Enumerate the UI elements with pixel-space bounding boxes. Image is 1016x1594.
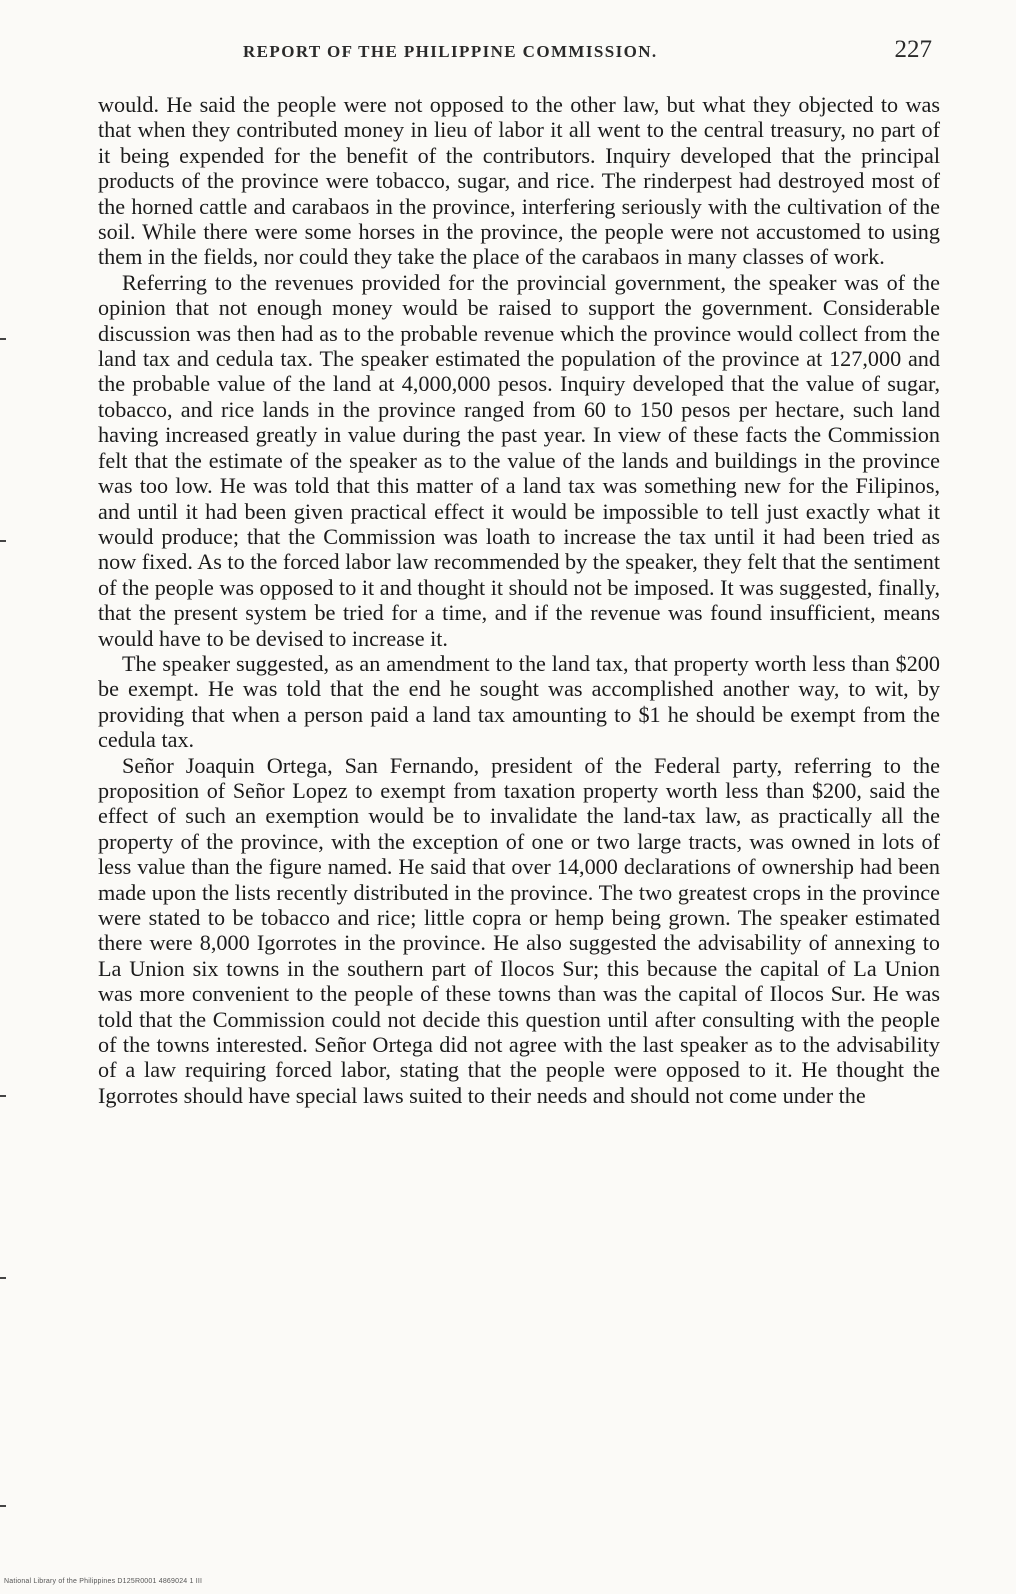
paragraph-4: Señor Joaquin Ortega, San Fernando, president of the Federal party, referring to the proposition of Señor Lopez to exempt from taxation property worth less than $200, said the effect of such an exemption would be to invalidate the land-tax law, as practically all the property of the province, with the exception of one or two large tracts, was owned in lots of less value than the figure named. He said that over 14,000 declarations of ownership had been made upon the lists recently distributed in the province. The two greatest crops in the province were stated to be tobacco and rice; little copra or hemp being grown. The speaker estimated there were 8,000 Igorrotes in the province. He also suggested the advisability of annexing to La Union six towns in the southern part of Ilocos Sur; this because the capital of La Union was more convenient to the people of these towns than was the capital of Ilocos Sur. He was told that the Commission could not decide this question until after consulting with the people of the towns interested. Señor Ortega did not agree with the last speaker as to the advisability of a law requiring forced labor, stating that the people were opposed to it. He thought the Igorrotes should have special laws suited to their needs and should not come under the xyxy=(98,752,940,1108)
body-text xyxy=(98,92,940,1108)
margin-mark xyxy=(0,1095,6,1097)
margin-mark xyxy=(0,1505,6,1507)
margin-mark xyxy=(0,540,6,542)
margin-mark xyxy=(0,1277,6,1279)
footer-stamp: National Library of the Philippines D125R0001 4869024 1 III xyxy=(4,1578,203,1585)
header-title: REPORT OF THE PHILIPPINE COMMISSION. xyxy=(243,42,658,61)
paragraph-3: The speaker suggested, as an amendment to the land tax, that property worth less than $200 be exempt. He was told that the end he sought was accomplished another way, to wit, by providing that when a person paid a land tax amounting to $1 he should be exempt from the cedula tax. xyxy=(98,650,940,753)
paragraph-2: Referring to the revenues provided for the provincial government, the speaker was of the opinion that not enough money would be raised to support the government. Considerable discussion was then had as to the probable revenue which the province would collect from the land tax and cedula tax. The speaker estimated the population of the province at 127,000 and the probable value of the land at 4,000,000 pesos. Inquiry developed that the value of sugar, tobacco, and rice lands in the province ranged from 60 to 150 pesos per hectare, such land having increased greatly in value during the past year. In view of these facts the Commission felt that the estimate of the speaker as to the value of the lands and buildings in the province was too low. He was told that this matter of a land tax was something new for the Filipinos, and until it had been given practical effect it would be impossible to tell just exactly what it would produce; that the Commission was loath to increase the tax until it had been tried as now fixed. As to the forced labor law recommended by the speaker, they felt that the sentiment of the people was opposed to it and thought it should not be imposed. It was suggested, finally, that the present system be tried for a time, and if the revenue was found insufficient, means would have to be devised to increase it. xyxy=(98,269,940,651)
margin-mark xyxy=(0,338,6,340)
running-header xyxy=(90,36,950,76)
paragraph-1: would. He said the people were not opposed to the other law, but what they objected to was that when they contributed money in lieu of labor it all went to the central treasury, no part of it being expended for the benefit of the contributors. Inquiry developed that the principal products of the province were tobacco, sugar, and rice. The rinderpest had destroyed most of the horned cattle and carabaos in the province, interfering seriously with the cultivation of the soil. While there were some horses in the province, the people were not accustomed to using them in the fields, nor could they take the place of the carabaos in many classes of work. xyxy=(98,92,940,270)
page-number: 227 xyxy=(894,36,932,63)
